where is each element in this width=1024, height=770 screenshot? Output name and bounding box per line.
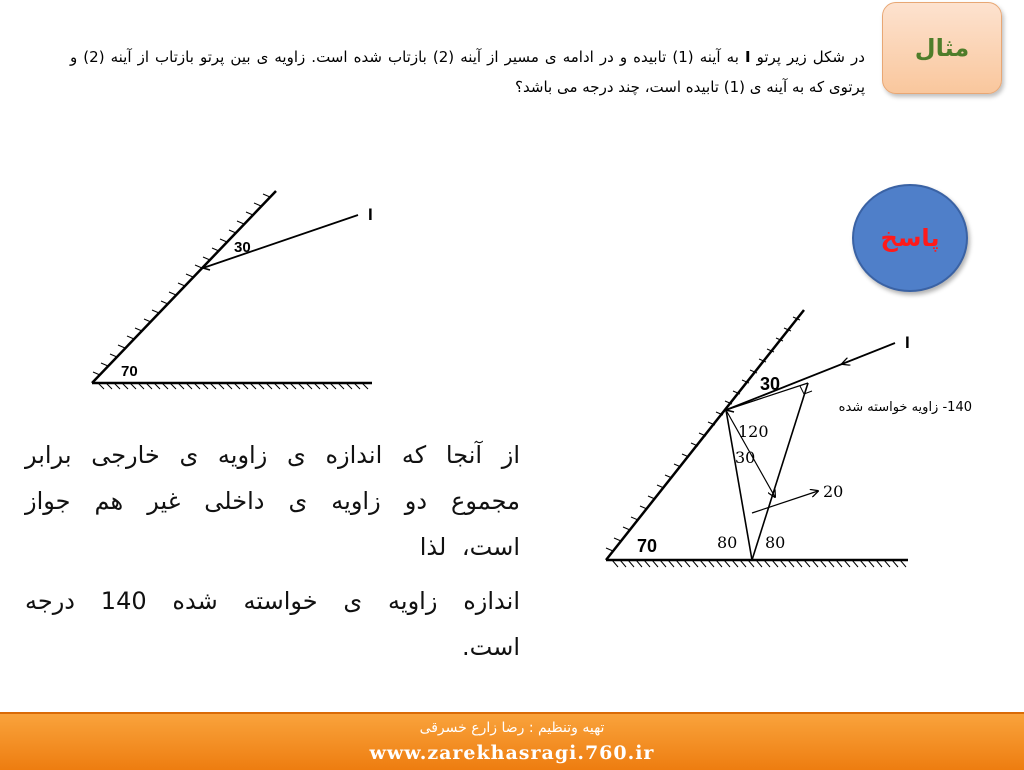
question-ray-label: I — [744, 48, 751, 66]
left-normal-mark — [203, 268, 210, 270]
explanation — [25, 432, 520, 678]
right-angle-120: 120 — [738, 422, 769, 441]
right-angle-80-left: 80 — [717, 533, 738, 552]
left-mirror-1-hatching — [93, 194, 270, 375]
question-part2: به آینه (1) تابیده و در ادامه ی مسیر از آینه (2) بازتاب شده است. زاویه ی بین پرتو بازتاب از آینه (2) و پرتوی که به آینه ی (1) تابیده است، چند درجه می باشد؟ — [70, 48, 865, 96]
right-figure — [606, 310, 972, 567]
footer-credit: تهیه وتنظیم : رضا زارع خسرقی — [419, 720, 605, 736]
left-angle-70: 70 — [121, 363, 138, 380]
left-figure — [92, 191, 373, 389]
right-requested-angle-note: 140- زاویه خواسته شده — [838, 400, 972, 415]
right-mirror-1 — [606, 310, 804, 560]
right-angle-30-side: 30 — [735, 448, 756, 467]
right-angle-30-top: 30 — [760, 374, 781, 394]
question-part1: در شکل زیر پرتو — [750, 48, 865, 66]
explanation-paragraph-1: از آنجا که اندازه ی زاویه ی خارجی برابر مجموع دو زاویه ی داخلی غیر هم جواز است، لذا — [25, 441, 520, 561]
footer — [0, 712, 1024, 770]
right-angle-20: 20 — [823, 482, 844, 501]
example-badge-label: مثال — [914, 34, 970, 62]
explanation-paragraph-2: اندازه زاویه ی خواسته شده 140 درجه است. — [25, 587, 520, 661]
right-arrow-20 — [752, 491, 818, 513]
left-angle-30: 30 — [234, 239, 251, 256]
footer-website: www.zarekhasragi.760.ir — [369, 742, 655, 764]
right-ray-arrow — [842, 358, 858, 364]
right-angle-80-right: 80 — [765, 533, 786, 552]
right-angle-70: 70 — [637, 536, 658, 556]
left-ray-label: I — [368, 205, 373, 224]
right-ray-label: I — [905, 333, 910, 352]
answer-badge-label: پاسخ — [880, 224, 940, 252]
left-mirror-1 — [92, 191, 276, 383]
